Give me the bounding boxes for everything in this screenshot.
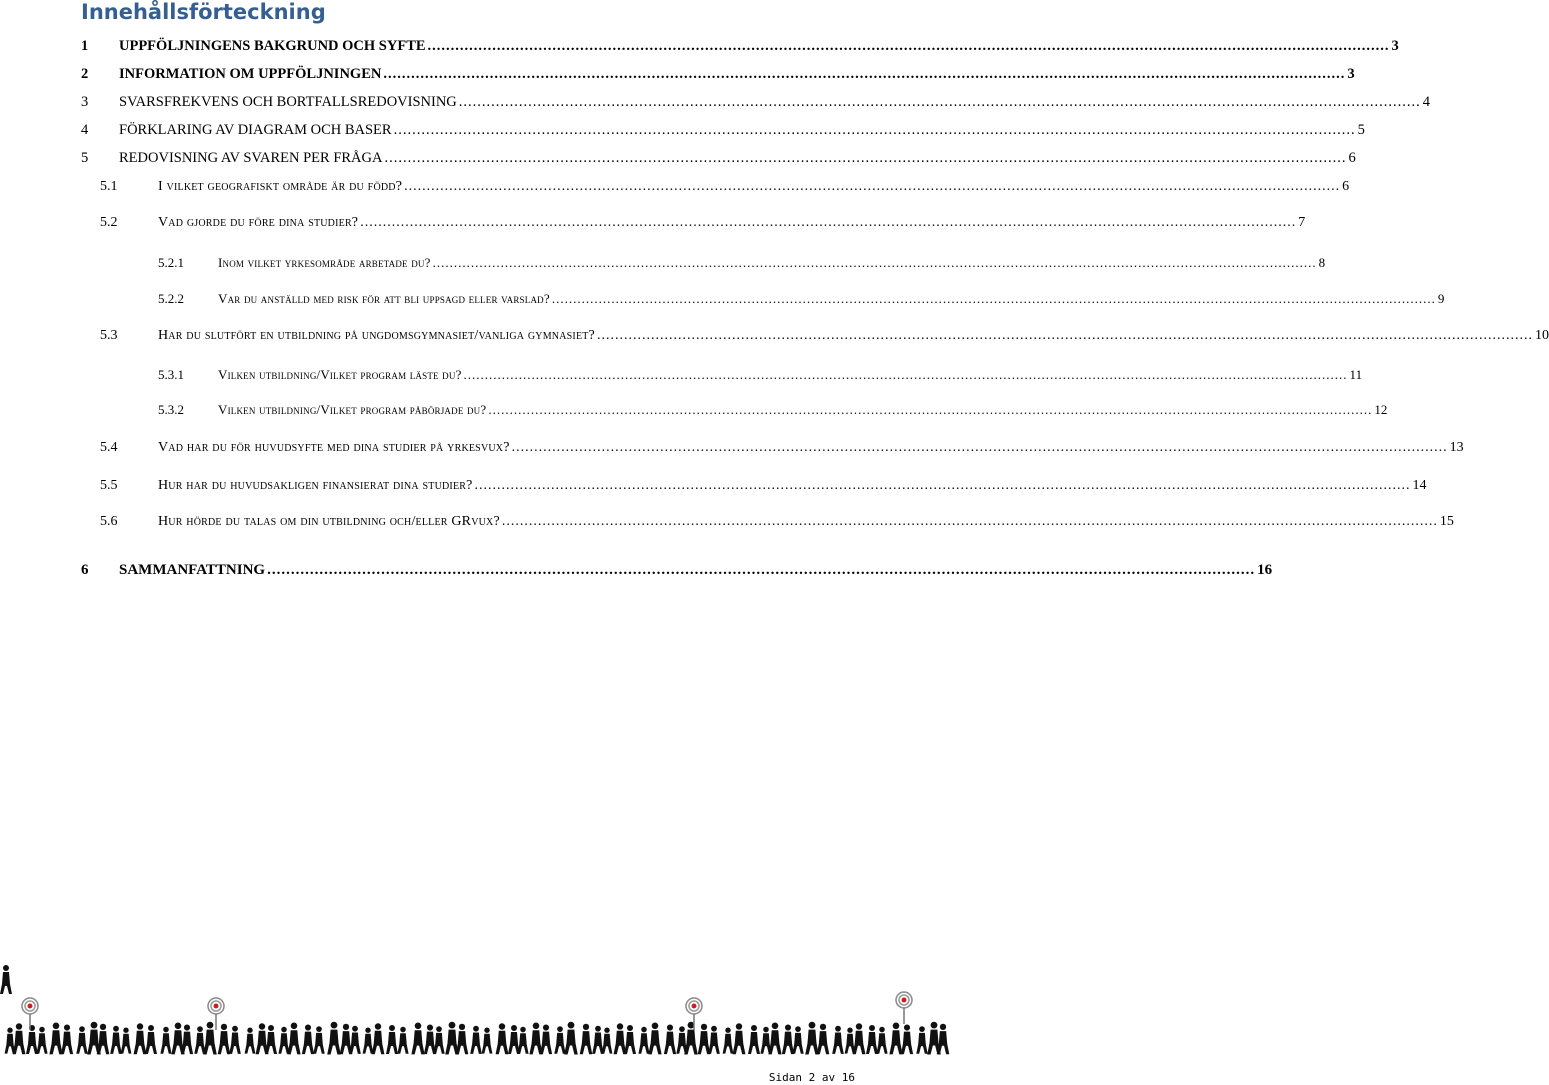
toc-entry-4[interactable] xyxy=(81,120,1365,140)
person-silhouette xyxy=(470,1026,482,1054)
dot-leader: ................................................................................................................................................................................................................ xyxy=(432,255,1317,270)
person-silhouette xyxy=(397,1027,408,1054)
dot-leader: ................................................................................................................................................................................................................ xyxy=(393,122,1356,138)
person-silhouette xyxy=(648,1023,661,1055)
crowd-silhouettes xyxy=(0,965,12,994)
person-silhouette xyxy=(602,1028,613,1054)
toc-entry-title: Har du slutfört en utbildning på ungdomsgymnasiet/vanliga gymnasiet? xyxy=(158,328,595,343)
toc-entry-number: 5.4 xyxy=(100,440,118,455)
toc-entry-5-1[interactable] xyxy=(100,177,1350,197)
person-silhouette xyxy=(748,1025,760,1054)
target-icon xyxy=(896,992,912,1024)
toc-entry-5-6[interactable] xyxy=(100,512,1454,532)
toc-entry-page: 6 xyxy=(1348,150,1356,166)
dot-leader: ................................................................................................................................................................................................................ xyxy=(360,215,1297,230)
person-silhouette xyxy=(456,1024,469,1054)
toc-entry-number: 5.3 xyxy=(100,328,118,343)
person-silhouette xyxy=(13,1023,26,1054)
person-silhouette xyxy=(203,1022,217,1055)
toc-entry-5-5[interactable] xyxy=(100,476,1427,496)
dot-leader: ................................................................................................................................................................................................................ xyxy=(551,291,1436,306)
person-silhouette xyxy=(540,1025,552,1055)
toc-entry-title: UPPFÖLJNINGENS BAKGRUND OCH SYFTE xyxy=(119,38,426,54)
dot-leader: ................................................................................................................................................................................................................ xyxy=(383,66,1346,82)
toc-entry-3[interactable] xyxy=(81,92,1431,112)
toc-entry-page: 15 xyxy=(1439,514,1454,529)
person-silhouette xyxy=(265,1025,277,1054)
toc-entry-page: 11 xyxy=(1349,367,1363,382)
toc-entry-5-2[interactable] xyxy=(100,213,1306,233)
toc-entry-page: 13 xyxy=(1449,440,1464,455)
person-silhouette xyxy=(554,1026,565,1054)
person-silhouette xyxy=(386,1025,398,1054)
person-silhouette xyxy=(36,1027,47,1054)
dot-leader: ................................................................................................................................................................................................................ xyxy=(463,367,1348,382)
person-silhouette xyxy=(121,1028,132,1054)
person-silhouette xyxy=(327,1022,341,1055)
person-silhouette xyxy=(866,1025,878,1054)
toc-entry-title: Vad gjorde du före dina studier? xyxy=(158,215,359,230)
person-silhouette xyxy=(194,1026,205,1054)
person-silhouette xyxy=(580,1024,593,1054)
person-silhouette xyxy=(592,1026,604,1054)
person-silhouette xyxy=(302,1025,314,1055)
toc-entry-number: 5.2.2 xyxy=(158,291,184,306)
person-silhouette xyxy=(638,1027,649,1054)
toc-entry-number: 5.6 xyxy=(100,514,118,529)
toc-entry-title: SAMMANFATTNING xyxy=(119,562,266,578)
toc-entry-2[interactable] xyxy=(81,64,1355,84)
toc-entry-number: 5.1 xyxy=(100,179,118,194)
person-silhouette xyxy=(110,1026,122,1054)
person-silhouette xyxy=(733,1023,746,1054)
dot-leader: ................................................................................................................................................................................................................ xyxy=(474,478,1411,493)
toc-entry-title: Vilken utbildning/Vilket program påbörjade du? xyxy=(218,402,487,417)
person-silhouette xyxy=(411,1023,424,1055)
person-silhouette xyxy=(889,1023,902,1055)
person-silhouette xyxy=(76,1026,87,1054)
target-icon xyxy=(22,998,38,1030)
person-silhouette xyxy=(624,1025,636,1054)
toc-entry-6[interactable] xyxy=(81,560,1273,580)
toc-entry-title: SVARSFREKVENS OCH BORTFALLSREDOVISNING xyxy=(119,94,457,110)
person-silhouette xyxy=(229,1026,241,1054)
toc-entry-title: Vilken utbildning/Vilket program läste du? xyxy=(218,367,462,382)
dot-leader: ................................................................................................................................................................................................................ xyxy=(511,440,1448,455)
dot-leader: ................................................................................................................................................................................................................ xyxy=(427,38,1390,54)
toc-entry-title: I vilket geografiskt område är du född? xyxy=(158,179,403,194)
toc-entry-page: 5 xyxy=(1357,122,1365,138)
person-silhouette xyxy=(768,1023,781,1055)
person-silhouette xyxy=(517,1027,528,1054)
person-silhouette xyxy=(49,1023,62,1055)
person-silhouette xyxy=(508,1025,520,1054)
dot-leader: ................................................................................................................................................................................................................ xyxy=(404,179,1341,194)
person-silhouette xyxy=(916,1026,927,1054)
person-silhouette xyxy=(245,1028,256,1054)
toc-entry-5-3-1[interactable] xyxy=(158,365,1363,385)
person-silhouette xyxy=(614,1023,627,1054)
person-silhouette xyxy=(145,1025,157,1054)
toc-entry-5[interactable] xyxy=(81,148,1356,168)
person-silhouette xyxy=(482,1028,493,1054)
person-silhouette xyxy=(684,1022,698,1055)
person-silhouette xyxy=(805,1022,819,1055)
toc-entry-title: Var du anställd med risk för att bli uppsagd eller varslad? xyxy=(218,291,550,306)
person-silhouette xyxy=(372,1023,385,1054)
toc-entry-page: 12 xyxy=(1374,402,1388,417)
toc-entry-page: 9 xyxy=(1437,291,1445,306)
person-silhouette xyxy=(363,1028,374,1054)
dot-leader: ................................................................................................................................................................................................................ xyxy=(596,328,1533,343)
toc-entry-5-3[interactable] xyxy=(100,326,1549,346)
toc-entry-1[interactable] xyxy=(81,36,1399,56)
toc-entry-title: Hur hörde du talas om din utbildning och/eller GRvux? xyxy=(158,514,500,529)
dot-leader: ................................................................................................................................................................................................................ xyxy=(267,562,1256,578)
person-silhouette xyxy=(349,1026,361,1054)
toc-entry-page: 3 xyxy=(1347,66,1355,82)
toc-entry-number: 5.3.2 xyxy=(158,402,184,417)
person-silhouette xyxy=(782,1025,794,1055)
toc-entry-page: 8 xyxy=(1318,255,1326,270)
toc-entry-page: 10 xyxy=(1534,328,1549,343)
person-silhouette xyxy=(792,1026,803,1054)
toc-entry-5-2-1[interactable] xyxy=(158,253,1326,273)
toc-entry-number: 5.3.1 xyxy=(158,367,184,382)
dot-leader: ................................................................................................................................................................................................................ xyxy=(501,514,1438,529)
person-silhouette xyxy=(698,1024,711,1054)
toc-entry-page: 16 xyxy=(1257,562,1273,578)
toc-entry-number: 2 xyxy=(81,66,89,82)
toc-entry-number: 4 xyxy=(81,122,89,138)
page-title: Innehållsförteckning xyxy=(81,0,326,24)
person-silhouette xyxy=(817,1024,830,1054)
toc-entry-title: Hur har du huvudsakligen finansierat dina studier? xyxy=(158,478,473,493)
person-silhouette xyxy=(901,1025,913,1055)
toc-entry-number: 6 xyxy=(81,562,89,578)
footer-crowd-illustration xyxy=(6,990,956,1056)
person-silhouette xyxy=(97,1024,110,1054)
toc-entry-title: FÖRKLARING AV DIAGRAM OCH BASER xyxy=(119,122,392,138)
toc-entry-number: 5.2.1 xyxy=(158,255,184,270)
toc-entry-page: 14 xyxy=(1412,478,1427,493)
toc-entry-page: 4 xyxy=(1422,94,1431,110)
toc-entry-number: 5.2 xyxy=(100,215,118,230)
page-number: Sidan 2 av 16 xyxy=(768,1071,855,1084)
dot-leader: ................................................................................................................................................................................................................ xyxy=(384,150,1347,166)
person-silhouette xyxy=(433,1026,444,1054)
person-silhouette xyxy=(564,1022,578,1055)
person-silhouette xyxy=(664,1025,676,1055)
toc-entry-number: 5.5 xyxy=(100,478,118,493)
toc-entry-number: 3 xyxy=(81,94,89,110)
toc-entry-number: 5 xyxy=(81,150,89,166)
person-silhouette xyxy=(708,1026,720,1054)
person-silhouette xyxy=(181,1025,193,1055)
person-silhouette xyxy=(496,1023,509,1054)
toc-entry-5-3-2[interactable] xyxy=(158,400,1388,420)
person-silhouette xyxy=(876,1027,887,1054)
toc-entry-title: Inom vilket yrkesområde arbetade du? xyxy=(218,255,431,270)
person-silhouette xyxy=(134,1023,147,1054)
toc-entry-5-4[interactable] xyxy=(100,438,1464,458)
person-silhouette xyxy=(853,1023,866,1054)
person-silhouette xyxy=(832,1026,844,1054)
toc-entry-page: 6 xyxy=(1342,179,1350,194)
toc-entry-title: Vad har du för huvudsyfte med dina studier på yrkesvux? xyxy=(158,440,510,455)
person-silhouette xyxy=(529,1023,542,1055)
target-markers xyxy=(22,992,912,1030)
person-silhouette xyxy=(287,1023,300,1055)
toc-entry-title: REDOVISNING AV SVAREN PER FRÅGA xyxy=(119,150,383,166)
toc-entry-page: 7 xyxy=(1298,215,1306,230)
person-silhouette xyxy=(313,1026,324,1054)
dot-leader: ................................................................................................................................................................................................................ xyxy=(458,94,1421,110)
person-silhouette xyxy=(278,1027,289,1054)
person-silhouette xyxy=(61,1025,73,1055)
dot-leader: ................................................................................................................................................................................................................ xyxy=(488,402,1373,417)
person-silhouette xyxy=(26,1025,38,1054)
toc-entry-title: INFORMATION OM UPPFÖLJNINGEN xyxy=(119,66,382,82)
toc-entry-page: 3 xyxy=(1391,38,1399,54)
toc-entry-number: 1 xyxy=(81,38,89,54)
person-silhouette xyxy=(723,1028,734,1054)
toc-entry-5-2-2[interactable] xyxy=(158,289,1445,309)
person-silhouette xyxy=(218,1024,231,1054)
person-silhouette xyxy=(937,1024,950,1054)
person-silhouette xyxy=(160,1027,171,1054)
